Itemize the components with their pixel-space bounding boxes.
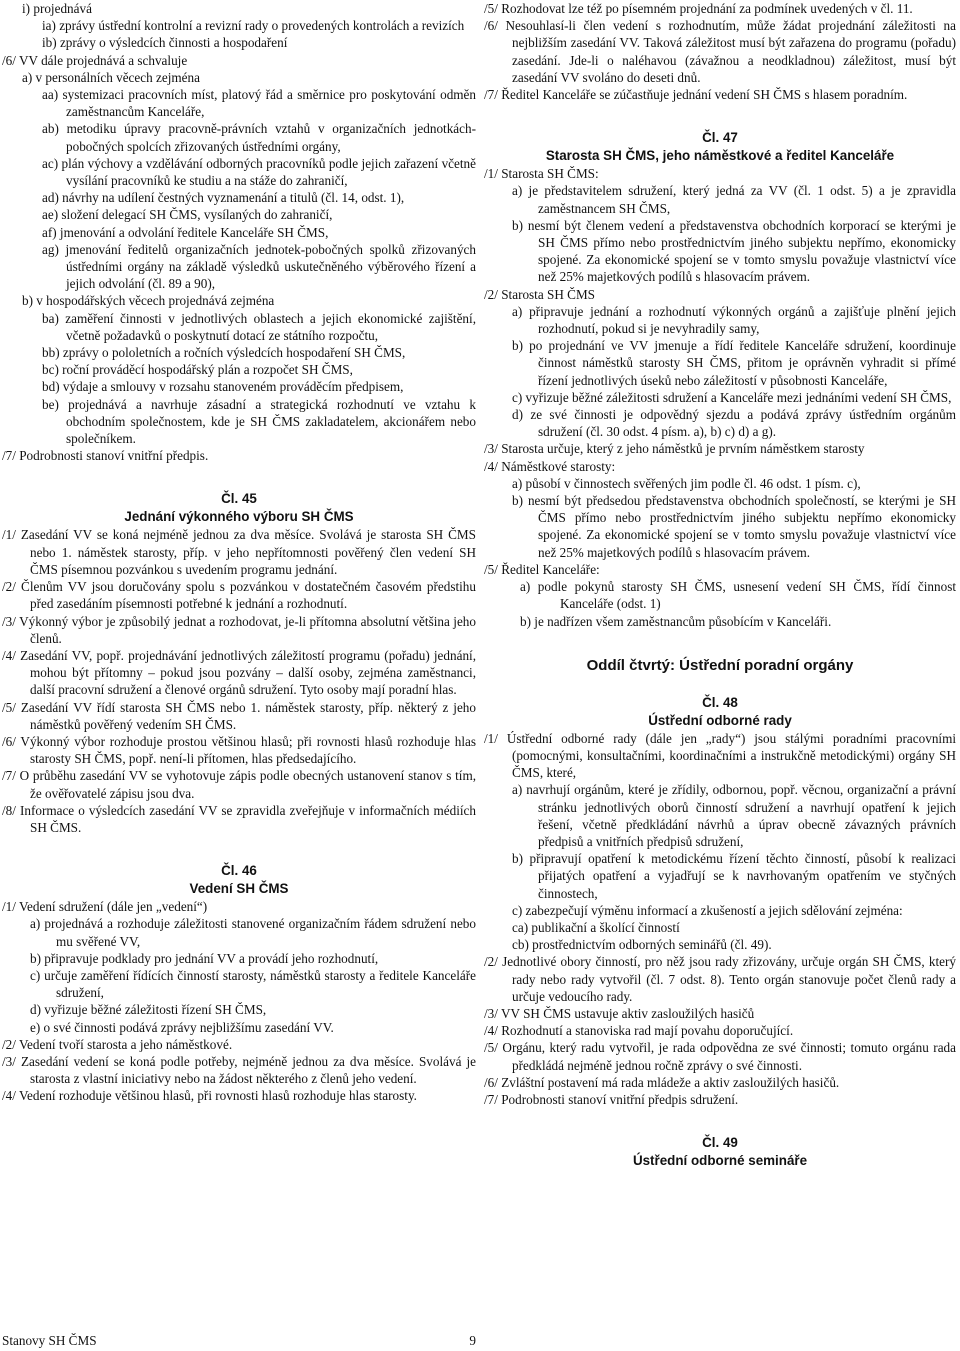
paragraph: /7/ Ředitel Kanceláře se zúčastňuje jednání vedení SH ČMS s hlasem poradním.: [484, 87, 908, 103]
paragraph: a) v personálních věcech zejména: [22, 69, 200, 85]
paragraph: /3/ Výkonný výbor je způsobilý jednat a rozhodovat, je-li přítomna absolutní většina jeho členů.: [2, 613, 476, 646]
paragraph: ba) zaměření činnosti v jednotlivých oblastech a jejich ekonomické zajištění, včetně požadavků o poskytnutí dotací ze státního rozpočtu,: [42, 310, 476, 343]
paragraph: ag) jmenování ředitelů organizačních jednotek-pobočných spolků zřizovaných ústředními orgány na základě výsledků uskutečněného výběrového řízení a jejich odvolání (čl. 89 a 90),: [42, 241, 476, 292]
paragraph: /4/ Zasedání VV, popř. projednávání jednotlivých záležitostí programu (pořadu) jednání, mohou být přítomny – pokud jsou pozvány – další osoby, zejména zaměstnanci, další pracovní sdružení a členové orgánů sdružení. Tyto osoby mají poradní hlas.: [2, 647, 476, 698]
paragraph: a) připravuje jednání a rozhodnutí výkonných orgánů a zajišťuje plnění jejich rozhodnutí, pokud si je nevyhradily samy,: [512, 303, 956, 337]
paragraph: /5/ Rozhodovat lze též po písemném projednání za podmínek uvedených v čl. 11.: [484, 1, 913, 16]
spacer: [2, 836, 476, 862]
paragraph: ad) návrhy na udílení čestných vyznamenání a titulů (čl. 14, odst. 1),: [42, 190, 405, 206]
paragraph: b) v hospodářských věcech projednává zejména: [22, 293, 275, 309]
paragraph: /8/ Informace o výsledcích zasedání VV se zpravidla zveřejňuje v informačních médiích SH ČMS.: [2, 802, 476, 835]
paragraph: /7/ O průběhu zasedání VV se vyhotovuje zápis podle obecných ustanovení stanov s tím, že ověřovatelé zápisu jsou dva.: [2, 768, 476, 801]
paragraph: /4/ Rozhodnutí a stanoviska rad mají povahu doporučující.: [484, 1023, 794, 1039]
paragraph: bb) zprávy o pololetních a ročních výsledcích hospodaření SH ČMS,: [42, 345, 406, 361]
paragraph: /6/ VV dále projednává a schvaluje: [2, 52, 188, 68]
paragraph: a) je představitelem sdružení, který jedná za VV (čl. 1 odst. 5) a je zpravidla zaměstnancem SH ČMS,: [512, 183, 956, 216]
paragraph: /6/ Nesouhlasí-li člen vedení s rozhodnutím, může žádat projednání záležitosti na nejbližším zasedání VV. Taková záležitost musí být zařazena do programu (pořadu) zasedání. Jde-li o naléhavou (závažnou a neodkladnou) záležitost, musí být zasedání VV svoláno do deseti dnů.: [484, 18, 956, 85]
paragraph: /3/ VV SH ČMS ustavuje aktiv zasloužilých hasičů: [484, 1005, 755, 1021]
footer-title: Stanovy SH ČMS: [2, 1333, 97, 1348]
paragraph: ia) zprávy ústřední kontrolní a revizní rady o provedených kontrolách a revizích: [42, 18, 465, 34]
section-heading: Oddíl čtvrtý: Ústřední poradní orgány: [586, 656, 854, 674]
page-number: 9: [469, 1333, 476, 1348]
section-heading: Ústřední odborné semináře: [632, 1153, 808, 1169]
section-heading: Jednání výkonného výboru SH ČMS: [124, 509, 354, 525]
section-heading: Ústřední odborné rady: [648, 712, 792, 728]
paragraph: /5/ Ředitel Kanceláře:: [484, 561, 600, 577]
paragraph: b) připravuje podklady pro jednání VV a provádí jeho rozhodnutí,: [30, 950, 379, 966]
paragraph: ab) metodiku úpravy pracovně-právních vztahů v organizačních jednotkách-pobočných spolcích zřizovaných ústředními orgány,: [42, 121, 476, 154]
paragraph: c) vyřizuje běžné záležitosti sdružení a Kanceláře mezi jednáními vedení SH ČMS,: [512, 389, 952, 405]
paragraph: ac) plán výchovy a vzdělávání odborných pracovníků podle jejich zařazení včetně vysílání pracovníků ke studiu a na stáže do zahraničí,: [42, 155, 476, 189]
spacer: [484, 630, 956, 656]
paragraph: /1/ Ústřední odborné rady (dále jen „rady“) jsou stálými poradními pracovními (pomocnými, konsultačními, koordinačními a instrukčně metodickými) orgány SH ČMS, které,: [484, 730, 956, 781]
paragraph: c) určuje zaměření řídících činností starosty, náměstků starosty a ředitele Kanceláře sdružení,: [30, 967, 476, 1001]
spacer: [484, 103, 956, 129]
section-heading: Starosta SH ČMS, jeho náměstkové a ředitel Kanceláře: [545, 148, 895, 164]
paragraph: /7/ Podrobnosti stanoví vnitřní předpis sdružení.: [484, 1091, 739, 1107]
paragraph: b) nesmí být členem vedení a představenstva obchodních korporací se kterými je SH ČMS přímo nebo prostřednictvím jiného subjektu nepřímo, ekonomicky spojené. Za ekonomické spojení se v tomto smyslu považuje vlastnictví více než 25% majetkových podílů s hlasovacím právem.: [512, 217, 956, 285]
paragraph: b) nesmí být předsedou představenstva obchodních společností, se kterými je SH ČMS přímo nebo prostřednictvím jiného subjektu nepřímo ekonomicky spojené. Za ekonomické spojení se v tomto smyslu považuje vlastnictví více než 25% majetkových podílů s hlasovacím právem.: [512, 493, 956, 560]
paragraph: aa) systemizaci pracovních míst, platový řád a směrnice pro poskytování odměn zaměstnancům Kanceláře,: [42, 87, 476, 120]
paragraph: b) po projednání ve VV jmenuje a řídí ředitele Kanceláře sdružení, koordinuje činnost náměstků starosty SH ČMS, přitom je oprávněn vyhradit si přímé řízení jednotlivých úseků nebo záležitostí v působnosti Kanceláře,: [512, 338, 956, 388]
paragraph: be) projednává a navrhuje zásadní a strategická rozhodnutí ve vztahu k obchodním společnostem, kde je SH ČMS zakladatelem, akcionářem nebo společníkem.: [42, 396, 476, 447]
section-heading: Vedení SH ČMS: [189, 881, 289, 897]
paragraph: a) navrhují orgánům, které je zřídily, odbornou, popř. věcnou, organizační a právní stránku jednotlivých oborů činností sdružení a navrhují opatření k jejich řešení, včetně předkládání návrhů a úprav obecně závazných právních předpisů a vnitřních předpisů sdružení,: [512, 782, 956, 849]
right-column: [484, 0, 956, 1170]
paragraph: af) jmenování a odvolání ředitele Kanceláře SH ČMS,: [42, 224, 329, 240]
paragraph: /1/ Zasedání VV se koná nejméně jednou za dva měsíce. Svolává je starosta SH ČMS nebo 1. náměstek starosty, příp. v jeho nepřítomnosti pověřený člen vedení SH ČMS písemnou pozvánkou s uvedením programu jednání.: [2, 527, 476, 577]
paragraph: /1/ Starosta SH ČMS:: [484, 166, 599, 182]
paragraph: c) zabezpečují výměnu informací a zkušeností a jejich sdělování zejména:: [512, 902, 903, 918]
section-heading: Čl. 46: [221, 863, 257, 879]
paragraph: /4/ Náměstkové starosty:: [484, 458, 616, 474]
page-footer: [2, 1333, 476, 1349]
paragraph: /4/ Vedení rozhoduje většinou hlasů, při rovnosti hlasů rozhoduje hlas starosty.: [2, 1088, 417, 1104]
paragraph: bc) roční prováděcí hospodářský plán a rozpočet SH ČMS,: [42, 362, 353, 378]
paragraph: i) projednává: [22, 1, 92, 16]
paragraph: /2/ Vedení tvoří starosta a jeho náměstkové.: [2, 1036, 233, 1052]
paragraph: ca) publikační a školící činností: [512, 919, 680, 935]
paragraph: d) vyřizuje běžné záležitosti řízení SH ČMS,: [30, 1002, 267, 1018]
paragraph: /3/ Zasedání vedení se koná podle potřeby, nejméně jednou za dva měsíce. Svolává je starosta z vlastní iniciativy nebo na žádost některého z členů jeho vedení.: [2, 1053, 476, 1087]
paragraph: /2/ Jednotlivé obory činností, pro něž jsou rady zřizovány, určuje orgán SH ČMS, který rady nebo rady vytvořil (čl. 7 odst. 8). Tento orgán stanovuje počet členů rady a určuje vedoucího rady.: [484, 954, 956, 1004]
paragraph: e) o své činnosti podává zprávy nejbližšímu zasedání VV.: [30, 1019, 334, 1035]
section-heading: Čl. 48: [702, 694, 738, 710]
paragraph: a) podle pokynů starosty SH ČMS, usnesení vedení SH ČMS, řídí činnost Kanceláře (odst. 1): [520, 579, 956, 612]
paragraph: a) projednává a rozhoduje záležitosti stanovené organizačním řádem sdružení nebo mu svěřené VV,: [30, 916, 476, 949]
spacer: [484, 676, 956, 694]
paragraph: bd) výdaje a smlouvy v rozsahu stanoveném prováděcím předpisem,: [42, 379, 404, 395]
left-column: [2, 0, 476, 1105]
section-heading: Čl. 45: [221, 491, 257, 507]
paragraph: /2/ Členům VV jsou doručovány spolu s pozvánkou v dostatečném časovém předstihu před zasedáním písemnosti potřebné k jednání a rozhodnutí.: [2, 579, 476, 612]
spacer: [2, 464, 476, 490]
paragraph: ae) složení delegací SH ČMS, vysílaných do zahraničí,: [42, 207, 333, 223]
section-heading: Čl. 49: [702, 1135, 738, 1151]
paragraph: /5/ Zasedání VV řídí starosta SH ČMS nebo 1. náměstek starosty, příp. některý z jeho náměstků pověřený vedením SH ČMS.: [2, 699, 476, 732]
paragraph: /5/ Orgánu, který radu vytvořil, je rada odpovědna ze své činnosti; tomuto orgánu rada předkládá nejméně jednou ročně zprávy o své činnosti.: [484, 1040, 956, 1073]
paragraph: a) působí v činnostech svěřených jim podle čl. 46 odst. 1 písm. c),: [512, 475, 861, 491]
paragraph: /2/ Starosta SH ČMS: [484, 286, 596, 302]
section-heading: Čl. 47: [702, 130, 738, 146]
paragraph: b) je nadřízen všem zaměstnancům působícím v Kanceláři.: [520, 613, 832, 629]
paragraph: /3/ Starosta určuje, který z jeho náměstků je prvním náměstkem starosty: [484, 441, 865, 457]
paragraph: /6/ Zvláštní postavení má rada mládeže a aktiv zasloužilých hasičů.: [484, 1074, 840, 1090]
paragraph: b) připravují opatření k metodickému řízení těchto činností, působí k realizaci přijatých opatření a vyjadřují se k navrhovaným opatřením ve styčných činnostech,: [512, 851, 956, 901]
spacer: [484, 1108, 956, 1134]
paragraph: /1/ Vedení sdružení (dále jen „vedení“): [2, 899, 208, 915]
paragraph: ib) zprávy o výsledcích činnosti a hospodaření: [42, 35, 288, 51]
paragraph: /7/ Podrobnosti stanoví vnitřní předpis.: [2, 448, 209, 464]
paragraph: d) ze své činnosti je odpovědný sjezdu a podává zprávy ústředním orgánům sdružení (čl. 30 odst. 4 písm. a), b) c) d) a g).: [512, 407, 956, 440]
paragraph: /6/ Výkonný výbor rozhoduje prostou většinou hlasů; při rovnosti hlasů rozhoduje hlas starosty SH ČMS, popř. není-li přítomen, hlas předsedajícího.: [2, 733, 476, 767]
paragraph: cb) prostřednictvím odborných seminářů (čl. 49).: [512, 937, 772, 953]
